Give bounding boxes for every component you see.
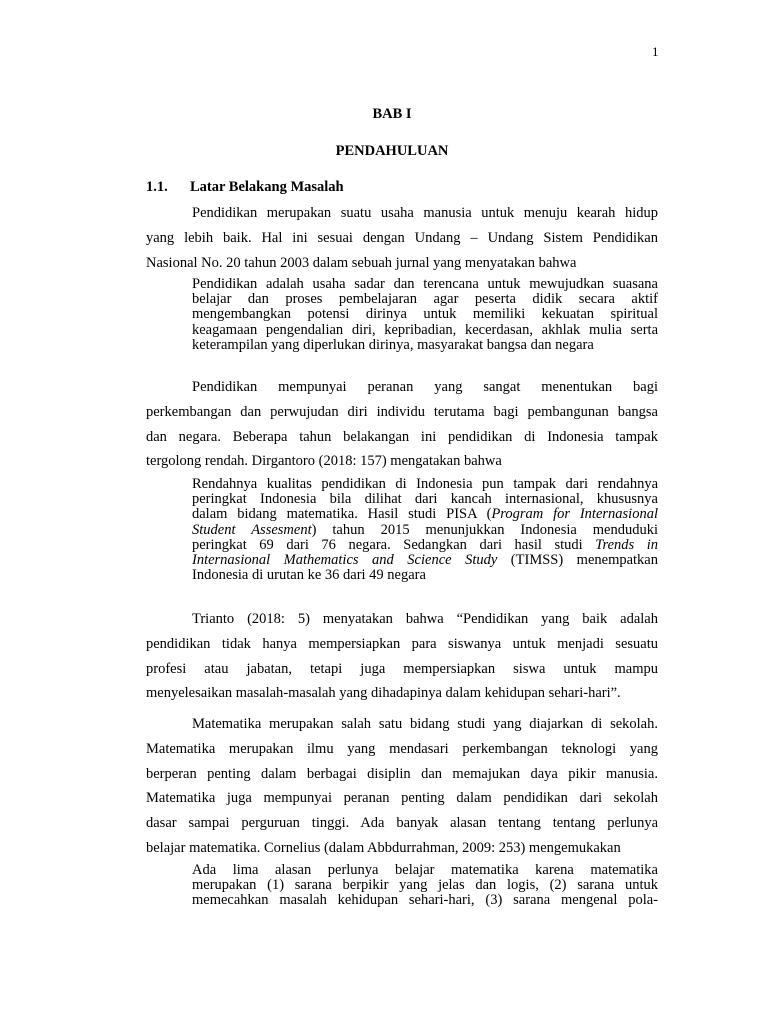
section-heading [146, 179, 344, 196]
paragraph-line: profesi atau jabatan, tetapi juga mempersiapkan siswa untuk mampu [146, 660, 658, 677]
quote-line [192, 553, 658, 568]
paragraph-line: perkembangan dan perwujudan diri individu terutama bagi pembangunan bangsa [146, 403, 658, 420]
quote-line: memecahkan masalah kehidupan sehari-hari, (3) sarana mengenal pola- [192, 893, 658, 909]
quote-text: peringkat 69 dari 76 negara. Sedangkan dari hasil studi [192, 537, 596, 553]
paragraph-line: dasar sampai perguruan tinggi. Ada banyak alasan tentang tentang perlunya [146, 815, 658, 832]
paragraph-line: menyelesaikan masalah-masalah yang dihadapinya dalam kehidupan sehari-hari”. [146, 685, 621, 702]
paragraph-3 [146, 607, 658, 706]
section-number: 1.1. [146, 179, 168, 195]
quote-line: belajar dan proses pembelajaran agar peserta didik secara aktif [192, 292, 658, 308]
quote-italic-text: Internasional Mathematics and Science Study [192, 552, 498, 568]
paragraph-4 [146, 712, 658, 861]
quote-line: keagamaan pengendalian diri, kepribadian, kecerdasan, akhlak mulia serta [192, 322, 658, 338]
quote-text: ) tahun 2015 menunjukkan Indonesia menduduki [311, 522, 658, 538]
paragraph-line: pendidikan tidak hanya mempersiapkan para siswanya untuk menjadi sesuatu [146, 635, 658, 652]
paragraph-1 [146, 201, 658, 275]
quote-text: dalam bidang matematika. Hasil studi PISA ( [192, 507, 492, 523]
paragraph-line: belajar matematika. Cornelius (dalam Abbdurrahman, 2009: 253) mengemukakan [146, 839, 621, 856]
paragraph-line: Pendidikan merupakan suatu usaha manusia untuk menuju kearah hidup [192, 205, 658, 221]
quote-line: Rendahnya kualitas pendidikan di Indonesia pun tampak dari rendahnya [192, 477, 658, 492]
paragraph-line: yang lebih baik. Hal ini sesuai dengan Undang – Undang Sistem Pendidikan [146, 229, 658, 246]
chapter-heading: BAB I [372, 106, 412, 122]
paragraph-line: Pendidikan mempunyai peranan yang sangat menentukan bagi [192, 379, 658, 395]
quote-line [192, 523, 658, 538]
paragraph-line: Matematika juga mempunyai peranan penting dalam pendidikan dari sekolah [146, 790, 658, 807]
block-quote-3 [192, 863, 658, 909]
quote-line [192, 507, 658, 522]
paragraph-line: tergolong rendah. Dirgantoro (2018: 157) mengatakan bahwa [146, 453, 502, 470]
quote-line [192, 538, 658, 553]
quote-italic-text: Program for Internasional [491, 507, 658, 523]
paragraph-line: Matematika merupakan salah satu bidang studi yang diajarkan di sekolah. [192, 716, 658, 732]
paragraph-line: Matematika merupakan ilmu yang mendasari perkembangan teknologi yang [146, 740, 658, 757]
block-quote-1 [192, 277, 658, 353]
quote-line: Ada lima alasan perlunya belajar matematika karena matematika [192, 863, 658, 878]
section-title: Latar Belakang Masalah [190, 179, 344, 195]
quote-italic-text: Student Assesment [192, 522, 312, 538]
paragraph-2 [146, 375, 658, 474]
chapter-title: PENDAHULUAN [335, 143, 449, 159]
quote-line: mengembangkan potensi dirinya untuk memiliki kekuatan spiritual [192, 307, 658, 323]
paragraph-line: Trianto (2018: 5) menyatakan bahwa “Pendidikan yang baik adalah [192, 611, 658, 627]
paragraph-line: dan negara. Beberapa tahun belakangan ini pendidikan di Indonesia tampak [146, 428, 658, 445]
quote-line: peringkat Indonesia bila dilihat dari kancah internasional, khususnya [192, 492, 658, 508]
quote-line: Pendidikan adalah usaha sadar dan terencana untuk mewujudkan suasana [192, 277, 658, 292]
block-quote-2 [192, 477, 658, 583]
paragraph-line: Nasional No. 20 tahun 2003 dalam sebuah jurnal yang menyatakan bahwa [146, 254, 577, 271]
quote-line: keterampilan yang diperlukan dirinya, masyarakat bangsa dan negara [192, 337, 594, 353]
quote-text: (TIMSS) menempatkan [497, 552, 658, 568]
quote-italic-text: Trends in [595, 537, 658, 553]
quote-line: Indonesia di urutan ke 36 dari 49 negara [192, 568, 426, 584]
paragraph-line: berperan penting dalam berbagai disiplin dan memajukan daya pikir manusia. [146, 765, 658, 782]
page-number: 1 [652, 44, 659, 59]
quote-line: merupakan (1) sarana berpikir yang jelas dan logis, (2) sarana untuk [192, 878, 658, 894]
